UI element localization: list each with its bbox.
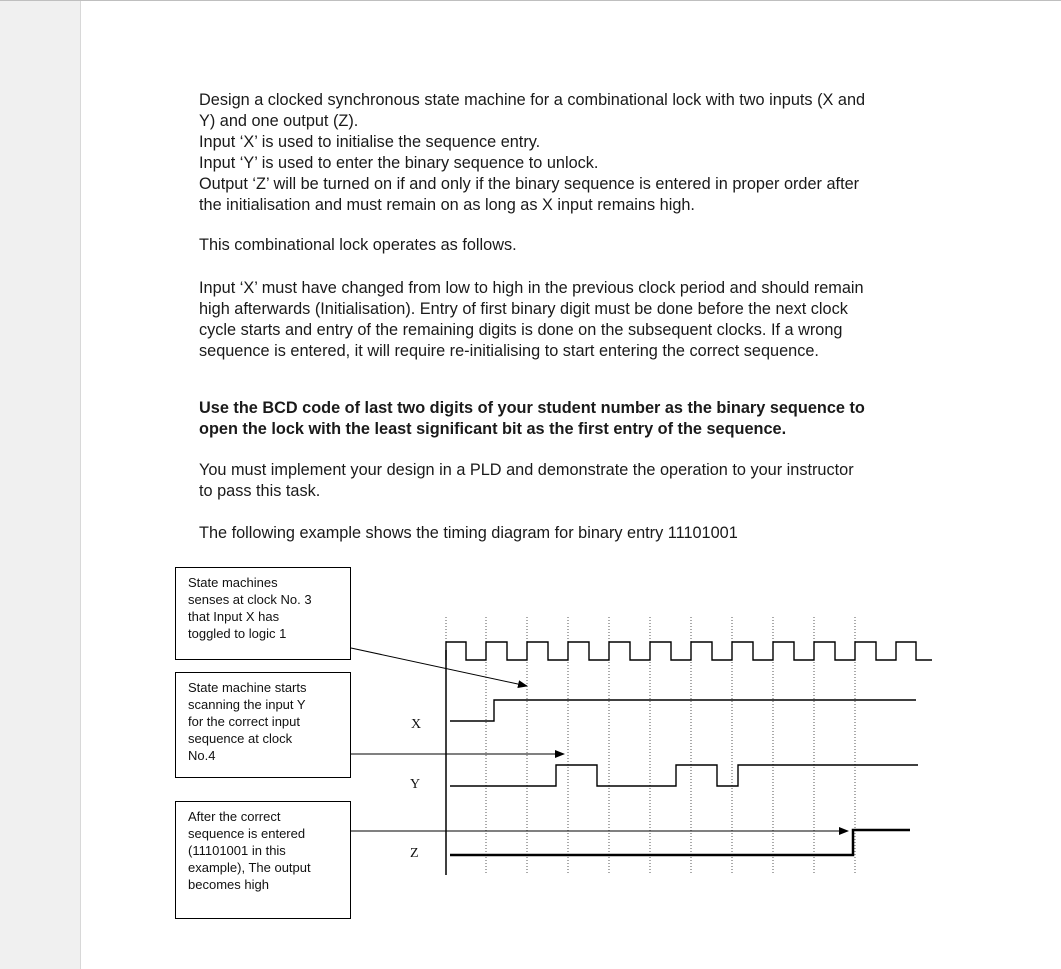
- intro-line: Input ‘Y’ is used to enter the binary sequence to unlock.: [199, 154, 599, 172]
- callout-arrow-1: [351, 648, 527, 686]
- callout-line: State machine starts: [188, 680, 307, 695]
- bcd-instruction-line: Use the BCD code of last two digits of your student number as the binary sequence to: [199, 399, 865, 417]
- operates-line: This combinational lock operates as follows.: [199, 236, 517, 254]
- callout-line: scanning the input Y: [188, 697, 306, 712]
- callout-line: becomes high: [188, 877, 269, 892]
- callout-line: sequence is entered: [188, 826, 306, 841]
- operation-line: Input ‘X’ must have changed from low to high in the previous clock period and should remain: [199, 279, 864, 297]
- callout-line: After the correct: [188, 809, 281, 824]
- pld-line: to pass this task.: [199, 482, 321, 500]
- callout-line: toggled to logic 1: [188, 626, 287, 641]
- bcd-instruction-line: open the lock with the least significant bit as the first entry of the sequence.: [199, 420, 787, 438]
- clock-waveform: [446, 642, 932, 660]
- callout-output-high: [175, 801, 351, 919]
- signal-label-x: X: [411, 717, 422, 732]
- signal-label-z: Z: [410, 846, 419, 861]
- callout-clock-4: [175, 672, 351, 778]
- intro-line: Design a clocked synchronous state machine for a combinational lock with two inputs (X and: [199, 91, 866, 109]
- operation-line: sequence is entered, it will require re-initialising to start entering the correct sequence.: [199, 342, 819, 360]
- pld-line: You must implement your design in a PLD and demonstrate the operation to your instructor: [199, 461, 854, 479]
- operation-line: cycle starts and entry of the remaining digits is done on the subsequent clocks. If a wrong: [199, 321, 843, 339]
- callout-line: that Input X has: [188, 609, 280, 624]
- intro-line: Y) and one output (Z).: [199, 112, 359, 130]
- z-waveform: [450, 830, 910, 855]
- callout-line: senses at clock No. 3: [188, 592, 312, 607]
- callout-line: sequence at clock: [188, 731, 293, 746]
- example-line: The following example shows the timing diagram for binary entry 11101001: [199, 524, 738, 542]
- intro-line: the initialisation and must remain on as long as X input remains high.: [199, 196, 695, 214]
- intro-line: Output ‘Z’ will be turned on if and only if the binary sequence is entered in proper order after: [199, 175, 860, 193]
- callout-clock-3: [175, 567, 351, 660]
- signal-label-y: Y: [410, 777, 421, 792]
- operation-line: high afterwards (Initialisation). Entry of first binary digit must be done before the next clock: [199, 300, 848, 318]
- callout-line: (11101001 in this: [188, 843, 286, 858]
- intro-line: Input ‘X’ is used to initialise the sequence entry.: [199, 133, 541, 151]
- callout-line: example), The output: [188, 860, 311, 875]
- callout-line: for the correct input: [188, 714, 300, 729]
- y-waveform: [450, 765, 918, 786]
- x-waveform: [450, 700, 916, 721]
- callout-line: No.4: [188, 748, 216, 763]
- callout-line: State machines: [188, 575, 278, 590]
